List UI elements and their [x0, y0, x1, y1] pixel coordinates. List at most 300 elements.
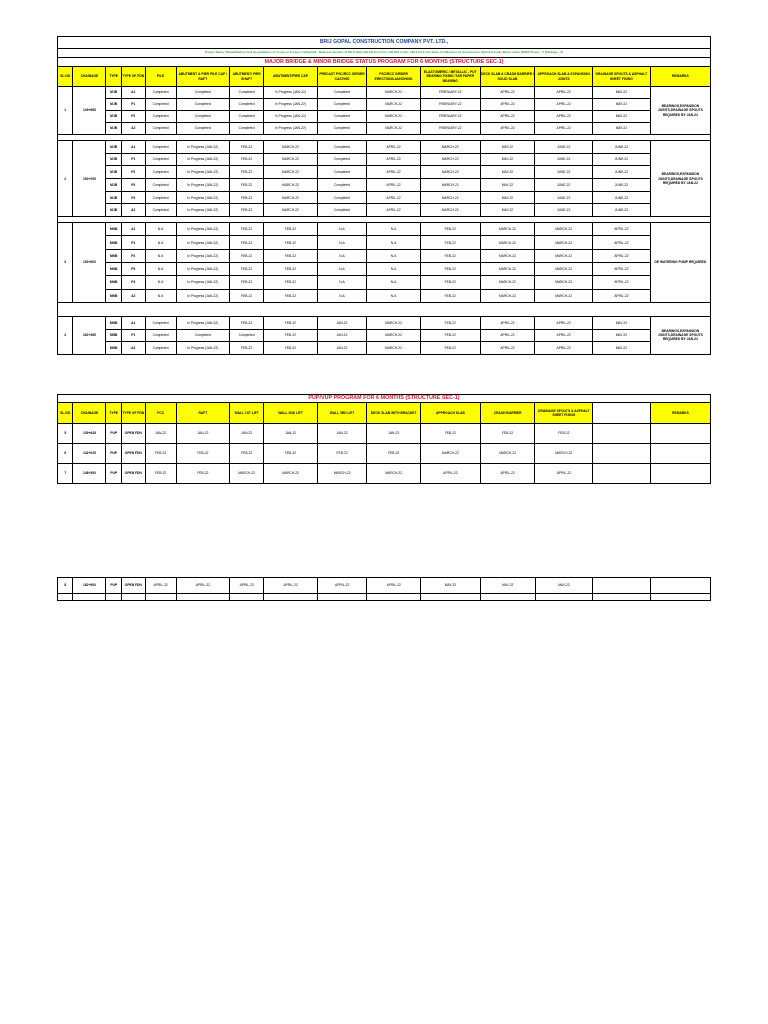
table-cell: A1	[121, 316, 145, 329]
table-cell: MAY-22	[480, 153, 535, 166]
table-cell: N.A	[145, 289, 176, 302]
spacer-row	[58, 302, 711, 316]
table-cell: P1	[121, 99, 145, 111]
table-cell: Completed	[317, 111, 366, 123]
table-cell: FEB-22	[421, 424, 481, 444]
table-cell: In Progress (JAN-22)	[176, 263, 230, 276]
table-cell: MARCH-22	[535, 249, 593, 262]
table-cell: In Progress (JAN-22)	[176, 179, 230, 192]
table-cell: APRIL-22	[480, 464, 535, 484]
table-cell: MAY-22	[480, 141, 535, 154]
table-row	[58, 123, 711, 135]
table-cell: MNB	[106, 329, 121, 342]
column-header: RAFT	[176, 403, 230, 424]
table-cell: N.A	[317, 289, 366, 302]
table-cell: APRIL-22	[593, 276, 651, 289]
column-header: DRAINAGE SPOUTS & ASPHALT SHEET FIXING	[535, 403, 593, 424]
table-cell: Completed	[176, 87, 230, 99]
table-cell: P2	[121, 249, 145, 262]
table-cell: JUNE-22	[535, 153, 593, 166]
table-cell: FEB-22	[264, 263, 318, 276]
table-cell: MJB	[106, 87, 121, 99]
column-header: DECK SLAB & CRASH BARRIER / SOLID SLAB	[480, 67, 535, 87]
table-cell: APRIL-22	[317, 578, 367, 594]
table-cell: 5	[58, 424, 73, 444]
column-header: TYPE	[106, 67, 121, 87]
table-cell: MARCH-22	[264, 153, 318, 166]
table-cell: Completed	[230, 111, 264, 123]
table-cell: MARCH-22	[264, 166, 318, 179]
table-cell: MJB	[106, 179, 121, 192]
table-cell: N.A	[317, 249, 366, 262]
column-header: ABUTMENT/PIER CAP	[264, 67, 318, 87]
table-cell: OPEN FDN	[121, 444, 145, 464]
table-cell: P1	[121, 236, 145, 249]
table-cell: APRIL-22	[480, 111, 535, 123]
table-cell: FEB-22	[230, 153, 264, 166]
table-cell: P2	[121, 111, 145, 123]
table-cell: MJB	[106, 111, 121, 123]
table-cell: MARCH-22	[480, 249, 535, 262]
table-cell: N.A	[317, 263, 366, 276]
table-cell: Completed	[317, 99, 366, 111]
table-cell: MAY-22	[480, 179, 535, 192]
table-cell: APRIL-22	[535, 87, 593, 99]
table-cell: APRIL-22	[593, 263, 651, 276]
table-cell: Completed	[230, 87, 264, 99]
table-cell: P2	[121, 166, 145, 179]
column-header: REMARKS	[650, 403, 710, 424]
table-cell: P4	[121, 191, 145, 204]
table-cell: A2	[121, 204, 145, 217]
table-cell: APRIL-22	[264, 578, 318, 594]
table-cell: APRIL-22	[367, 578, 421, 594]
table-cell: In Progress (JAN-22)	[176, 191, 230, 204]
table-cell: MAY-22	[421, 578, 481, 594]
table-cell: In Progress (JAN-22)	[176, 223, 230, 236]
pup-section-title: PUP/VUP PROGRAM FOR 6 MONTHS (STRUCTURE SEC-1)	[58, 395, 711, 403]
table-cell: Completed	[176, 329, 230, 342]
table-cell: In Progress (JAN-22)	[176, 166, 230, 179]
table-cell: FEB-22	[230, 444, 264, 464]
table-cell: APRIL-22	[367, 204, 421, 217]
table-cell: MAY-22	[593, 316, 651, 329]
table-cell: MNB	[106, 263, 121, 276]
table-cell: Completed	[317, 179, 366, 192]
table-cell: FEB-22	[230, 191, 264, 204]
table-cell: JAN-22	[145, 424, 176, 444]
table-cell: MARCH-22	[480, 276, 535, 289]
table-cell: Completed	[145, 153, 176, 166]
table-cell: In Progress (JAN-22)	[176, 236, 230, 249]
table-cell: APRIL-22	[535, 316, 593, 329]
table-row	[58, 141, 711, 154]
table-cell: MAY-22	[593, 99, 651, 111]
table-cell: 142+025	[73, 444, 106, 464]
table-cell: MARCH-22	[420, 153, 480, 166]
table-cell: JAN-22	[264, 424, 318, 444]
table-cell: N.A	[367, 289, 421, 302]
table-cell: APRIL-22	[535, 464, 593, 484]
table-cell: APRIL-22	[367, 166, 421, 179]
table-cell: MARCH-22	[480, 263, 535, 276]
table-cell: APRIL-22	[480, 123, 535, 135]
table-cell: MAY-22	[593, 111, 651, 123]
empty-cell	[121, 594, 145, 601]
table-cell: MNB	[106, 276, 121, 289]
table-cell: MJB	[106, 153, 121, 166]
table-cell: MARCH-22	[480, 223, 535, 236]
table-row	[58, 249, 711, 262]
table-row	[58, 166, 711, 179]
table-cell: FEB-22	[264, 289, 318, 302]
table-cell: MARCH-22	[480, 444, 535, 464]
table-cell: Completed	[145, 123, 176, 135]
table-cell: N.A	[317, 276, 366, 289]
major-bridge-table	[57, 36, 711, 355]
table-cell: JAN-22	[230, 424, 264, 444]
table-cell: APRIL-22	[421, 464, 481, 484]
table-cell: MNB	[106, 342, 121, 355]
table-cell: FEBRUARY-22	[420, 87, 480, 99]
remarks: BEARINGS,EXPANSION JOINTS,DRAINAGE SPOUTS REQUIRED BY JAN-22	[650, 87, 710, 135]
table-row	[58, 464, 711, 484]
table-cell: Completed	[145, 111, 176, 123]
table-cell: MAY-22	[593, 87, 651, 99]
table-cell: FEB-22	[230, 263, 264, 276]
table-cell: Completed	[176, 99, 230, 111]
chainage: 150+205	[73, 141, 106, 217]
table-cell: PUP	[106, 578, 121, 594]
table-row	[58, 316, 711, 329]
table-cell: MARCH-22	[420, 179, 480, 192]
table-cell: FEB-22	[420, 329, 480, 342]
table-row	[58, 204, 711, 217]
table-cell: In Progress (JAN-22)	[176, 316, 230, 329]
table-cell: MAY-22	[535, 578, 593, 594]
table-cell: MARCH-22	[317, 464, 367, 484]
table-cell: FEB-22	[420, 316, 480, 329]
table-cell: JUNE-22	[535, 141, 593, 154]
table-cell: Completed	[145, 166, 176, 179]
table-row	[58, 263, 711, 276]
table-cell: FEB-22	[420, 249, 480, 262]
table-cell: FEB-22	[230, 316, 264, 329]
table-row	[58, 236, 711, 249]
table-cell: Completed	[317, 123, 366, 135]
column-header: WALL 1ST LIFT	[230, 403, 264, 424]
empty-cell	[651, 594, 711, 601]
table-row	[58, 111, 711, 123]
table-cell: FEB-22	[535, 424, 593, 444]
table-cell: FEB-22	[176, 444, 230, 464]
column-header: DRAINAGE SPOUTS & ASPHALT SHEET FIXING	[593, 67, 651, 87]
table-cell	[650, 424, 710, 444]
table-row	[58, 342, 711, 355]
empty-cell	[264, 594, 318, 601]
table-row	[58, 329, 711, 342]
table-cell: MJB	[106, 123, 121, 135]
table-cell: FEB-22	[420, 342, 480, 355]
empty-cell	[480, 594, 535, 601]
column-header: APPROACH SLAB	[421, 403, 481, 424]
table-cell: 162+900	[73, 578, 106, 594]
table-cell: In Progress (JAN-22)	[264, 123, 318, 135]
empty-cell	[230, 594, 264, 601]
table-row	[58, 87, 711, 99]
table-row	[58, 289, 711, 302]
remarks: DE WATERING PUMP REQUIRED	[650, 223, 710, 303]
table-cell: FEB-22	[230, 276, 264, 289]
table-cell: In Progress (JAN-22)	[264, 99, 318, 111]
table-cell: MAY-22	[480, 166, 535, 179]
table-cell: A1	[121, 141, 145, 154]
table-cell: APRIL-22	[480, 99, 535, 111]
table-cell: APRIL-22	[367, 191, 421, 204]
header-row	[58, 403, 711, 424]
table-cell: MARCH-22	[420, 191, 480, 204]
table-cell: In Progress (JAN-22)	[176, 289, 230, 302]
table-cell: FEB-22	[420, 223, 480, 236]
table-cell	[651, 578, 711, 594]
table-cell: P1	[121, 153, 145, 166]
remarks: BEARINGS,EXPANSION JOINTS,DRAINAGE SPOUTS REQUIRED BY JAN-22	[650, 141, 710, 217]
project-name: Project Name: Rehabilitation And Up-gradation of 4 Lane to 6-Lane of Bhadrak - Balasore Section of NH-5 (New NH-16) from Km. 136.500 to Km. 199.141) in the State of Odisha to be Executed as Hybrid Annuity Mode Under NHDP Phase - V (Package - II)	[58, 49, 711, 58]
table-cell: N.A	[367, 249, 421, 262]
table-cell: MARCH-22	[264, 204, 318, 217]
table-cell: In Progress (JAN-22)	[264, 87, 318, 99]
table-cell: APRIL-22	[367, 153, 421, 166]
table-cell: N.A	[145, 223, 176, 236]
table-row	[58, 191, 711, 204]
empty-cell	[58, 594, 73, 601]
table-cell: FEB-22	[264, 329, 318, 342]
table-cell: Completed	[176, 123, 230, 135]
table-cell: A2	[121, 123, 145, 135]
table-cell: N.A	[367, 223, 421, 236]
table-cell	[650, 444, 710, 464]
table-cell: JUNE-22	[593, 191, 651, 204]
column-header: ABUTMENT/ PIER SHAFT	[230, 67, 264, 87]
table-cell: OPEN FDN	[121, 578, 145, 594]
table-cell: APRIL-22	[535, 123, 593, 135]
table-cell: FEB-22	[264, 444, 318, 464]
table-cell: MARCH-22	[264, 191, 318, 204]
section-title-row	[58, 58, 711, 67]
table-cell: MNB	[106, 223, 121, 236]
column-header: REMARKS	[650, 67, 710, 87]
table-cell: In Progress (JAN-22)	[176, 342, 230, 355]
table-cell: 148+300	[73, 464, 106, 484]
table-row	[58, 99, 711, 111]
table-cell: PUP	[106, 444, 121, 464]
table-row	[58, 179, 711, 192]
table-cell: APRIL-22	[535, 329, 593, 342]
table-cell: Completed	[230, 99, 264, 111]
table-cell: In Progress (JAN-22)	[176, 153, 230, 166]
table-cell: N.A	[367, 276, 421, 289]
table-cell: In Progress (JAN-22)	[176, 276, 230, 289]
table-cell: FEB-22	[420, 263, 480, 276]
table-cell: N.A	[367, 236, 421, 249]
chainage: 149+685	[73, 87, 106, 135]
table-cell: MARCH-22	[480, 236, 535, 249]
table-cell: Completed	[145, 179, 176, 192]
table-cell	[593, 444, 651, 464]
table-cell: In Progress (JAN-22)	[176, 204, 230, 217]
column-header: ELASTOMERIC / METALLIC - POT BEARING FIXING /TAR PAPER BEARING	[420, 67, 480, 87]
table-cell: MARCH-22	[367, 329, 421, 342]
section-title-row	[58, 395, 711, 403]
table-cell: In Progress (JAN-22)	[176, 249, 230, 262]
chainage: 162+465	[73, 316, 106, 354]
table-cell: MAY-22	[480, 191, 535, 204]
table-cell: A1	[121, 87, 145, 99]
column-header: PRECAST PSC/RCC GIRDER CASTING	[317, 67, 366, 87]
table-cell	[593, 578, 651, 594]
table-cell: Completed	[317, 191, 366, 204]
table-cell: JUNE-22	[593, 141, 651, 154]
table-cell: MARCH-22	[535, 223, 593, 236]
table-cell: MARCH-22	[535, 276, 593, 289]
empty-cell	[176, 594, 230, 601]
table-cell: A1	[121, 223, 145, 236]
table-cell: P4	[121, 276, 145, 289]
sl-no: 3	[58, 223, 73, 303]
table-cell: N.A	[367, 263, 421, 276]
table-cell: APRIL-22	[535, 111, 593, 123]
table-cell: MARCH-22	[535, 444, 593, 464]
sl-no: 2	[58, 141, 73, 217]
table-cell: FEB-22	[420, 236, 480, 249]
table-row	[58, 276, 711, 289]
column-header: TYPE	[106, 403, 121, 424]
pup-vup-table	[57, 394, 711, 484]
table-cell: FEB-22	[264, 249, 318, 262]
table-cell: P3	[121, 179, 145, 192]
column-header: WALL 3RD LIFT	[317, 403, 367, 424]
table-cell: APRIL-22	[480, 329, 535, 342]
table-cell: FEB-22	[230, 141, 264, 154]
table-cell: JUNE-22	[593, 166, 651, 179]
table-cell: JAN-22	[317, 329, 366, 342]
empty-cell	[106, 594, 121, 601]
column-header: ABUTMENT & PIER PILE CAP / RAFT	[176, 67, 230, 87]
column-header: TYPE OF FDN	[121, 403, 145, 424]
table-cell: FEB-22	[230, 204, 264, 217]
empty-cell	[73, 594, 106, 601]
table-cell: FEBRUARY-22	[420, 99, 480, 111]
empty-cell	[535, 594, 593, 601]
table-cell: JAN-22	[317, 424, 367, 444]
table-cell: APRIL-22	[593, 289, 651, 302]
column-header: SL.NO	[58, 403, 73, 424]
table-cell: 6	[58, 444, 73, 464]
table-cell: A2	[121, 289, 145, 302]
empty-cell	[367, 594, 421, 601]
table-cell: APRIL-22	[480, 87, 535, 99]
column-header	[593, 403, 651, 424]
table-cell	[650, 464, 710, 484]
table-cell: MAY-22	[593, 342, 651, 355]
table-cell: MJB	[106, 141, 121, 154]
table-cell: FEB-22	[145, 444, 176, 464]
table-cell: JAN-22	[176, 424, 230, 444]
table-cell: MNB	[106, 249, 121, 262]
table-cell: Completed	[145, 329, 176, 342]
table-cell: APRIL-22	[535, 342, 593, 355]
table-cell: FEB-22	[230, 179, 264, 192]
table-cell: In Progress (JAN-22)	[264, 111, 318, 123]
table-cell: P3	[121, 263, 145, 276]
sl-no: 1	[58, 87, 73, 135]
table-row	[58, 424, 711, 444]
table-cell: APRIL-22	[535, 99, 593, 111]
table-cell: APRIL-22	[480, 342, 535, 355]
table-cell: Completed	[145, 191, 176, 204]
table-cell: 8	[58, 578, 73, 594]
table-cell	[593, 424, 651, 444]
table-cell: FEB-22	[230, 166, 264, 179]
table-cell: Completed	[317, 141, 366, 154]
table-cell: MARCH-22	[367, 87, 421, 99]
table-row	[58, 578, 711, 594]
company-row	[58, 37, 711, 49]
table-cell: MARCH-22	[420, 166, 480, 179]
table-cell: N.A	[145, 263, 176, 276]
table-cell: MARCH-22	[367, 464, 421, 484]
empty-cell	[317, 594, 367, 601]
empty-cell	[593, 594, 651, 601]
table-cell: Completed	[317, 166, 366, 179]
table-cell: OPEN FDN	[121, 464, 145, 484]
table-cell: Completed	[230, 123, 264, 135]
table-cell: MARCH-22	[367, 316, 421, 329]
table-cell: MARCH-22	[367, 123, 421, 135]
table-cell: P1	[121, 329, 145, 342]
table-cell: MARCH-22	[264, 141, 318, 154]
table-cell: 139+645	[73, 424, 106, 444]
table-cell: JUNE-22	[593, 179, 651, 192]
table-cell: APRIL-22	[593, 223, 651, 236]
table-cell: N.A	[317, 223, 366, 236]
table-cell: Completed	[145, 87, 176, 99]
table-row	[58, 444, 711, 464]
table-cell: FEB-22	[230, 249, 264, 262]
table-cell: FEBRUARY-22	[420, 123, 480, 135]
table-cell: FEB-22	[420, 289, 480, 302]
table-cell: Completed	[317, 153, 366, 166]
table-cell: MARCH-22	[535, 236, 593, 249]
table-cell: FEB-22	[264, 342, 318, 355]
table-cell: MARCH-22	[230, 464, 264, 484]
table-cell: JUNE-22	[535, 191, 593, 204]
table-cell: FEB-22	[264, 316, 318, 329]
column-header: PSC/RCC GIRDER ERECTION/LAUNCHING	[367, 67, 421, 87]
major-section-title: MAJOR BRIDGE & MINOR BRIDGE STATUS PROGRAM FOR 6 MONTHS (STRUCTURE SEC-1)	[58, 58, 711, 67]
table-cell: FEB-22	[420, 276, 480, 289]
table-cell: MARCH-22	[480, 289, 535, 302]
table-cell: APRIL-22	[145, 578, 176, 594]
table-cell: MARCH-22	[535, 263, 593, 276]
table-cell: MJB	[106, 204, 121, 217]
table-cell: Completed	[317, 87, 366, 99]
column-header: WALL 2ND LIFT	[264, 403, 318, 424]
table-cell: JAN-22	[317, 342, 366, 355]
table-cell: Completed	[145, 316, 176, 329]
chainage: 150+600	[73, 223, 106, 303]
sl-no: 4	[58, 316, 73, 354]
